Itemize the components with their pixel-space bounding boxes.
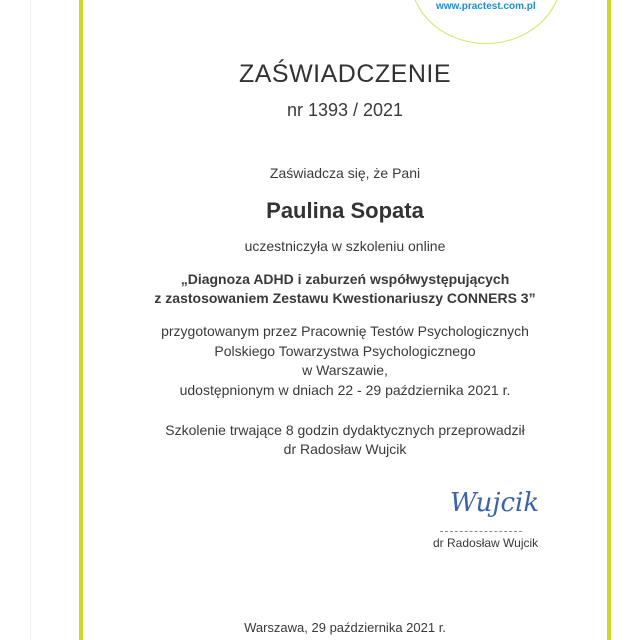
- place-date: Warszawa, 29 października 2021 r.: [244, 620, 446, 635]
- handwritten-signature: Wujcik: [450, 488, 540, 518]
- participant-name: Paulina Sopata: [266, 198, 424, 223]
- certificate-title: ZAŚWIADCZENIE: [238, 60, 452, 88]
- border-line-right: [607, 0, 611, 640]
- signature-name: dr Radosław Wujcik: [433, 536, 539, 550]
- course-title-line-1: „Diagnoza ADHD i zaburzeń współwystępujących: [180, 271, 510, 287]
- signature-line: [440, 531, 522, 532]
- website-url: www.practest.com.pl: [436, 1, 536, 12]
- organizer-line-3: w Warszawie,: [302, 362, 388, 378]
- page-edge: [30, 0, 31, 640]
- duration-line-2: dr Radosław Wujcik: [283, 441, 407, 457]
- organizer-line-1: przygotowanym przez Pracownię Testów Psychologicznych: [161, 323, 529, 339]
- course-title-line-2: z zastosowaniem Zestawu Kwestionariuszy CONNERS 3”: [154, 290, 536, 306]
- participation-text: uczestniczyła w szkoleniu online: [244, 238, 446, 254]
- duration-line-1: Szkolenie trwające 8 godzin dydaktycznych przeprowadził: [165, 422, 525, 438]
- border-line-left: [79, 0, 83, 640]
- certificate-number: nr 1393 / 2021: [286, 100, 404, 120]
- intro-text: Zaświadcza się, że Pani: [269, 165, 421, 181]
- organizer-line-2: Polskiego Towarzystwa Psychologicznego: [214, 343, 476, 359]
- organizer-line-4: udostępnionym w dniach 22 - 29 października 2021 r.: [179, 382, 511, 398]
